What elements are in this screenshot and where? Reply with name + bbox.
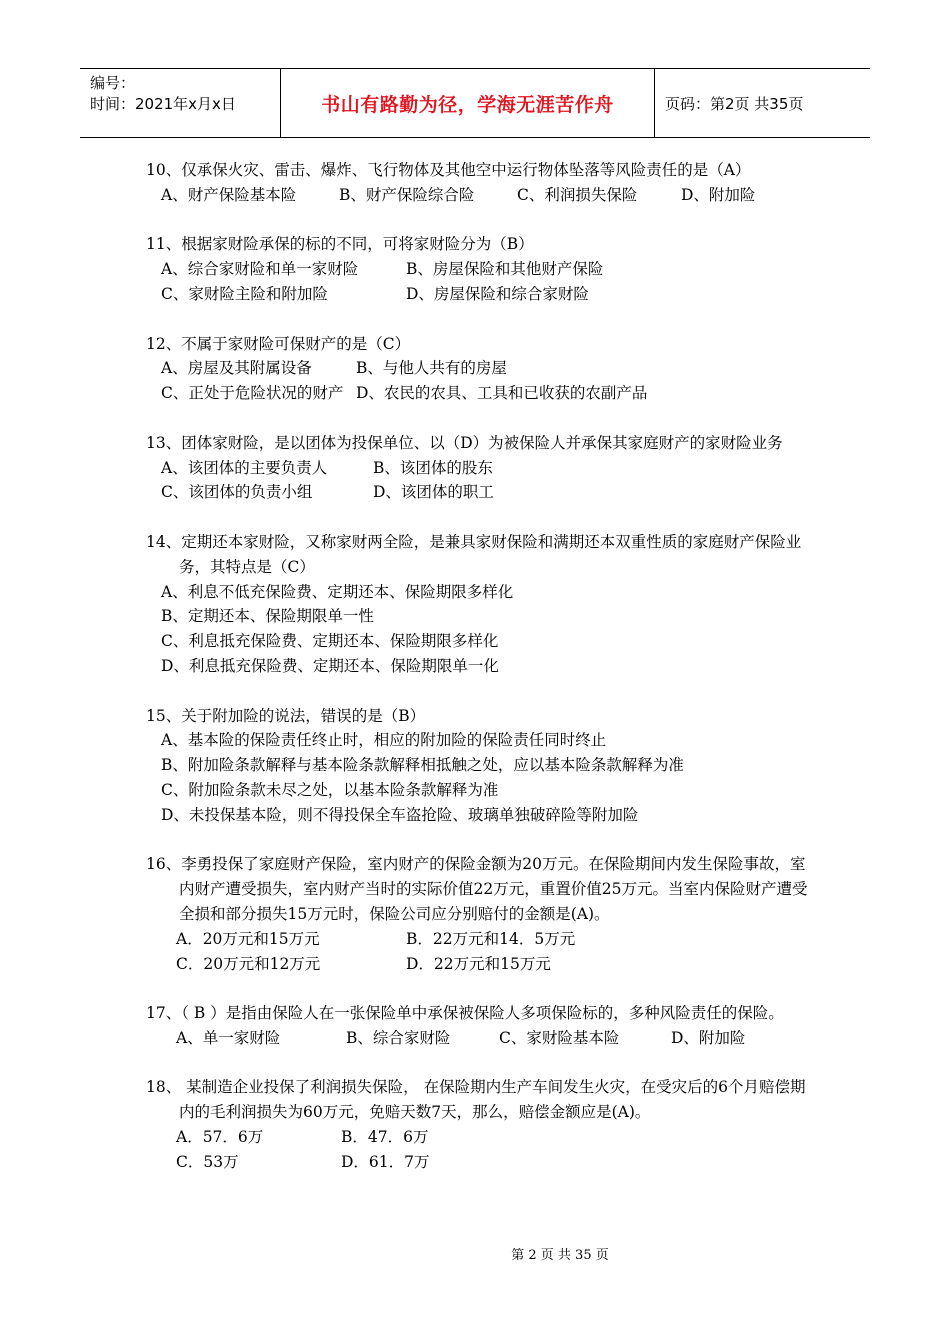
option-row (161, 753, 810, 778)
question-item (146, 232, 810, 306)
question-item (146, 158, 810, 208)
option: B、与他人共有的房屋 (356, 359, 507, 378)
option: B、定期还本、保险期限单一性 (161, 607, 374, 626)
option: A．57．6万 (176, 1128, 264, 1147)
option: D、未投保基本险，则不得投保全车盗抢险、玻璃单独破碎险等附加险 (161, 805, 639, 824)
option: C．20万元和12万元 (176, 954, 321, 973)
option: D．61．7万 (341, 1152, 430, 1171)
page-info: 页码：第2页 共35页 (665, 94, 804, 113)
motto: 书山有路勤为径，学海无涯苦作舟 (281, 69, 655, 137)
option: B、财产保险综合险 (339, 185, 475, 204)
option: C、正处于危险状况的财产 (161, 384, 344, 403)
option: C、家财险主险和附加险 (161, 284, 328, 303)
option: A、单一家财险 (176, 1028, 281, 1047)
option: A、基本险的保险责任终止时，相应的附加险的保险责任同时终止 (161, 731, 607, 750)
option-row (161, 654, 810, 679)
option: D．22万元和15万元 (406, 954, 551, 973)
date-label: 时间：2021年x月x日 (90, 95, 236, 113)
option-row (161, 480, 810, 505)
option-row (161, 356, 810, 381)
question-options (146, 580, 810, 679)
question-options (146, 927, 810, 977)
option-row (176, 1026, 810, 1051)
question-stem: 17、（ B ）是指由保险人在一张保险单中承保被保险人多项保险标的，多种风险责任的保险。 (146, 1004, 784, 1023)
option: D、附加险 (671, 1028, 746, 1047)
question-options (146, 356, 810, 406)
option-row (161, 257, 810, 282)
question-list (146, 158, 810, 1199)
option-row (176, 952, 810, 977)
option: D、利息抵充保险费、定期还本、保险期限单一化 (161, 656, 499, 675)
question-item (146, 332, 810, 406)
option: B、综合家财险 (346, 1028, 451, 1047)
option: A、房屋及其附属设备 (161, 359, 312, 378)
option: C、家财险基本险 (499, 1028, 620, 1047)
option: A、综合家财险和单一家财险 (161, 260, 359, 279)
option: D、农民的农具、工具和已收获的农副产品 (356, 384, 648, 403)
page-footer: 第 2 页 共 35 页 (511, 1248, 609, 1263)
option: A、该团体的主要负责人 (161, 458, 328, 477)
option-row (161, 604, 810, 629)
option: C、该团体的负责小组 (161, 483, 313, 502)
question-stem: 10、仅承保火灾、雷击、爆炸、飞行物体及其他空中运行物体坠落等风险责任的是（A） (146, 161, 751, 179)
header-meta (80, 69, 281, 137)
option: C、利润损失保险 (517, 185, 638, 204)
page-header (80, 68, 870, 138)
option-row (161, 629, 810, 654)
question-stem: 12、不属于家财险可保财产的是（C） (146, 334, 411, 353)
question-options (146, 456, 810, 506)
question-item (146, 431, 810, 505)
question-item (146, 530, 810, 679)
option: A．20万元和15万元 (176, 929, 320, 948)
question-stem: 13、团体家财险，是以团体为投保单位、以（D）为被保险人并承保其家庭财产的家财险业务 (146, 433, 783, 452)
option: B．47．6万 (341, 1128, 429, 1147)
option: C、附加险条款未尽之处，以基本险条款解释为准 (161, 780, 499, 799)
question-stem: 18、 某制造企业投保了利润损失保险， 在保险期内生产车间发生火灾，在受灾后的6个月赔偿期内的毛利润损失为60万元，免赔天数7天，那么，赔偿金额应是(A)。 (146, 1078, 806, 1122)
question-options (146, 1125, 810, 1175)
option: A、财产保险基本险 (161, 185, 297, 204)
option: A、利息不低充保险费、定期还本、保险期限多样化 (161, 582, 514, 601)
option-row (161, 580, 810, 605)
option-row (161, 381, 810, 406)
option-row (176, 927, 810, 952)
question-options (146, 183, 810, 208)
option-row (161, 456, 810, 481)
question-item (146, 704, 810, 828)
option: D、附加险 (681, 185, 756, 204)
question-options (146, 257, 810, 307)
question-item (146, 1001, 810, 1051)
option-row (161, 803, 810, 828)
option-row (161, 728, 810, 753)
option-row (161, 282, 810, 307)
option: D、房屋保险和综合家财险 (406, 284, 589, 303)
question-stem: 14、定期还本家财险，又称家财两全险，是兼具家财保险和满期还本双重性质的家庭财产保险业务，其特点是（C） (146, 532, 802, 576)
option: D、该团体的职工 (373, 483, 494, 502)
option: C、利息抵充保险费、定期还本、保险期限多样化 (161, 632, 499, 651)
option: B．22万元和14．5万元 (406, 929, 576, 948)
option-row (176, 1150, 810, 1175)
question-stem: 15、关于附加险的说法，错误的是（B） (146, 706, 426, 725)
option: B、房屋保险和其他财产保险 (406, 260, 604, 279)
question-item (146, 1075, 810, 1174)
option-row (161, 183, 810, 208)
option-row (161, 778, 810, 803)
question-options (146, 1026, 810, 1051)
code-label: 编号： (90, 74, 136, 92)
question-item (146, 852, 810, 976)
option: B、该团体的股东 (373, 458, 493, 477)
question-stem: 11、根据家财险承保的标的不同，可将家财险分为（B） (146, 235, 534, 254)
question-options (146, 728, 810, 827)
question-stem: 16、李勇投保了家庭财产保险，室内财产的保险金额为20万元。在保险期间内发生保险事故，室内财产遭受损失，室内财产当时的实际价值22万元，重置价值25万元。当室内保险财产遭受全损和部分损失15万元时，保险公司应分别赔付的金额是(A)。 (146, 855, 808, 923)
option: B、附加险条款解释与基本险条款解释相抵触之处，应以基本险条款解释为准 (161, 756, 684, 775)
option: C．53万 (176, 1152, 239, 1171)
option-row (176, 1125, 810, 1150)
